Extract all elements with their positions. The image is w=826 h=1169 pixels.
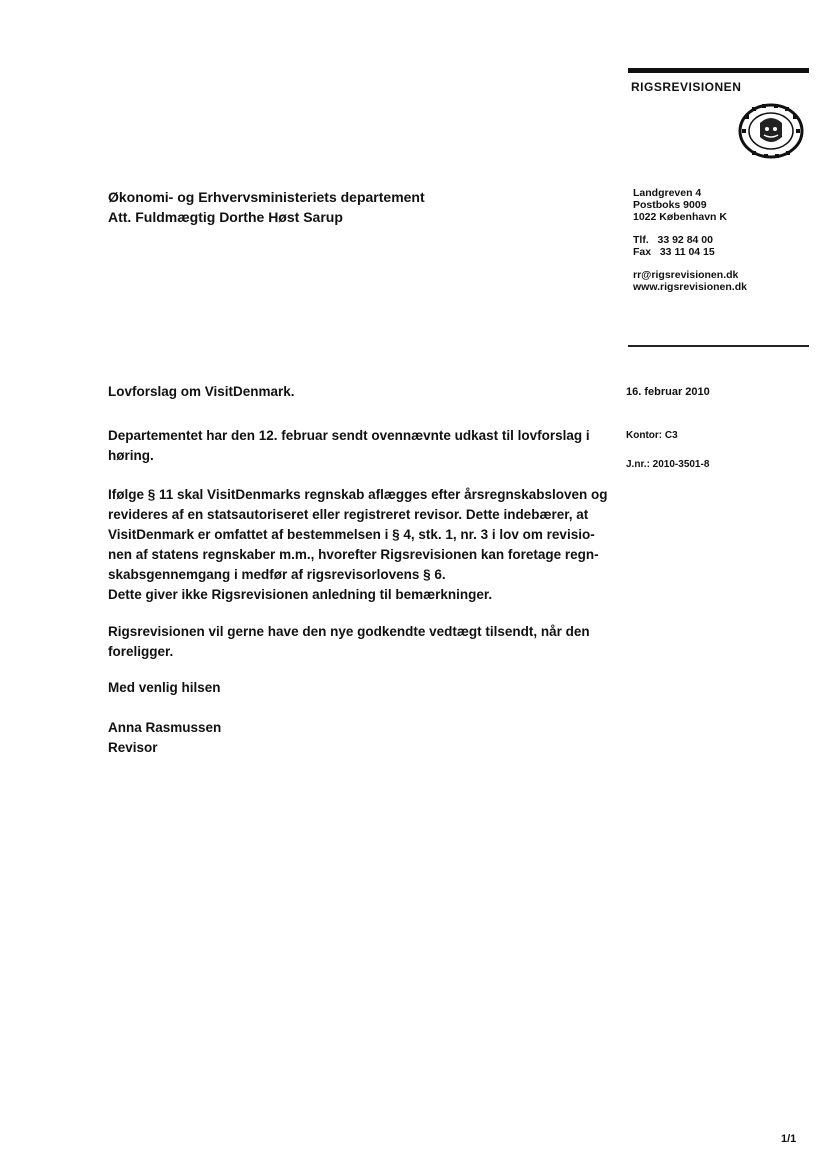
paragraph-2 (108, 485, 608, 605)
paragraph-line: revideres af en statsautoriseret eller registreret revisor. Dette indebærer, at (108, 507, 589, 522)
contact-phone: Tlf. 33 92 84 00 (633, 234, 713, 246)
journal-number: J.nr.: 2010-3501-8 (626, 459, 710, 470)
contact-street: Landgreven 4 (633, 187, 702, 199)
paragraph-line: Ifølge § 11 skal VisitDenmarks regnskab aflægges efter årsregnskabsloven og (108, 487, 608, 502)
page-number: 1/1 (781, 1133, 797, 1145)
paragraph-line: skabsgennemgang i medfør af rigsrevisorlovens § 6. (108, 567, 446, 582)
header-top-rule (628, 68, 809, 73)
letter-subject: Lovforslag om VisitDenmark. (108, 384, 295, 399)
paragraph-line: nen af statens regnskaber m.m., hvorefter Rigsrevisionen kan foretage regn- (108, 547, 599, 562)
paragraph-3 (108, 622, 588, 662)
paragraph-line: Dette giver ikke Rigsrevisionen anledning til bemærkninger. (108, 587, 493, 602)
recipient-attention: Att. Fuldmægtig Dorthe Høst Sarup (108, 209, 343, 225)
contact-email-link[interactable]: rr@rigsrevisionen.dk (633, 269, 739, 281)
contact-website-link[interactable]: www.rigsrevisionen.dk (633, 281, 747, 293)
letter-date: 16. februar 2010 (626, 386, 710, 398)
contact-divider (628, 345, 809, 347)
contact-fax: Fax 33 11 04 15 (633, 246, 715, 258)
recipient-block (108, 187, 425, 227)
paragraph-line: høring. (108, 448, 154, 463)
paragraph-line: foreligger. (108, 644, 174, 659)
paragraph-line: Departementet har den 12. februar sendt ovennævnte udkast til lovforslag i (108, 428, 590, 443)
paragraph-line: Rigsrevisionen vil gerne have den nye godkendte vedtægt tilsendt, når den (108, 624, 590, 639)
organization-name: RIGSREVISIONEN (631, 80, 742, 94)
recipient-department: Økonomi- og Erhvervsministeriets departement (108, 189, 425, 205)
signer-title: Revisor (108, 740, 158, 755)
contact-city: 1022 København K (633, 211, 727, 223)
closing-greeting: Med venlig hilsen (108, 680, 221, 695)
office-code: Kontor: C3 (626, 430, 678, 441)
paragraph-line: VisitDenmark er omfattet af bestemmelsen i § 4, stk. 1, nr. 3 i lov om revisio- (108, 527, 595, 542)
folketinget-seal-icon (738, 103, 804, 159)
signer-name: Anna Rasmussen (108, 720, 222, 735)
contact-pobox: Postboks 9009 (633, 199, 707, 211)
signature-block (108, 718, 221, 758)
paragraph-1 (108, 426, 588, 466)
contact-block (633, 187, 747, 293)
